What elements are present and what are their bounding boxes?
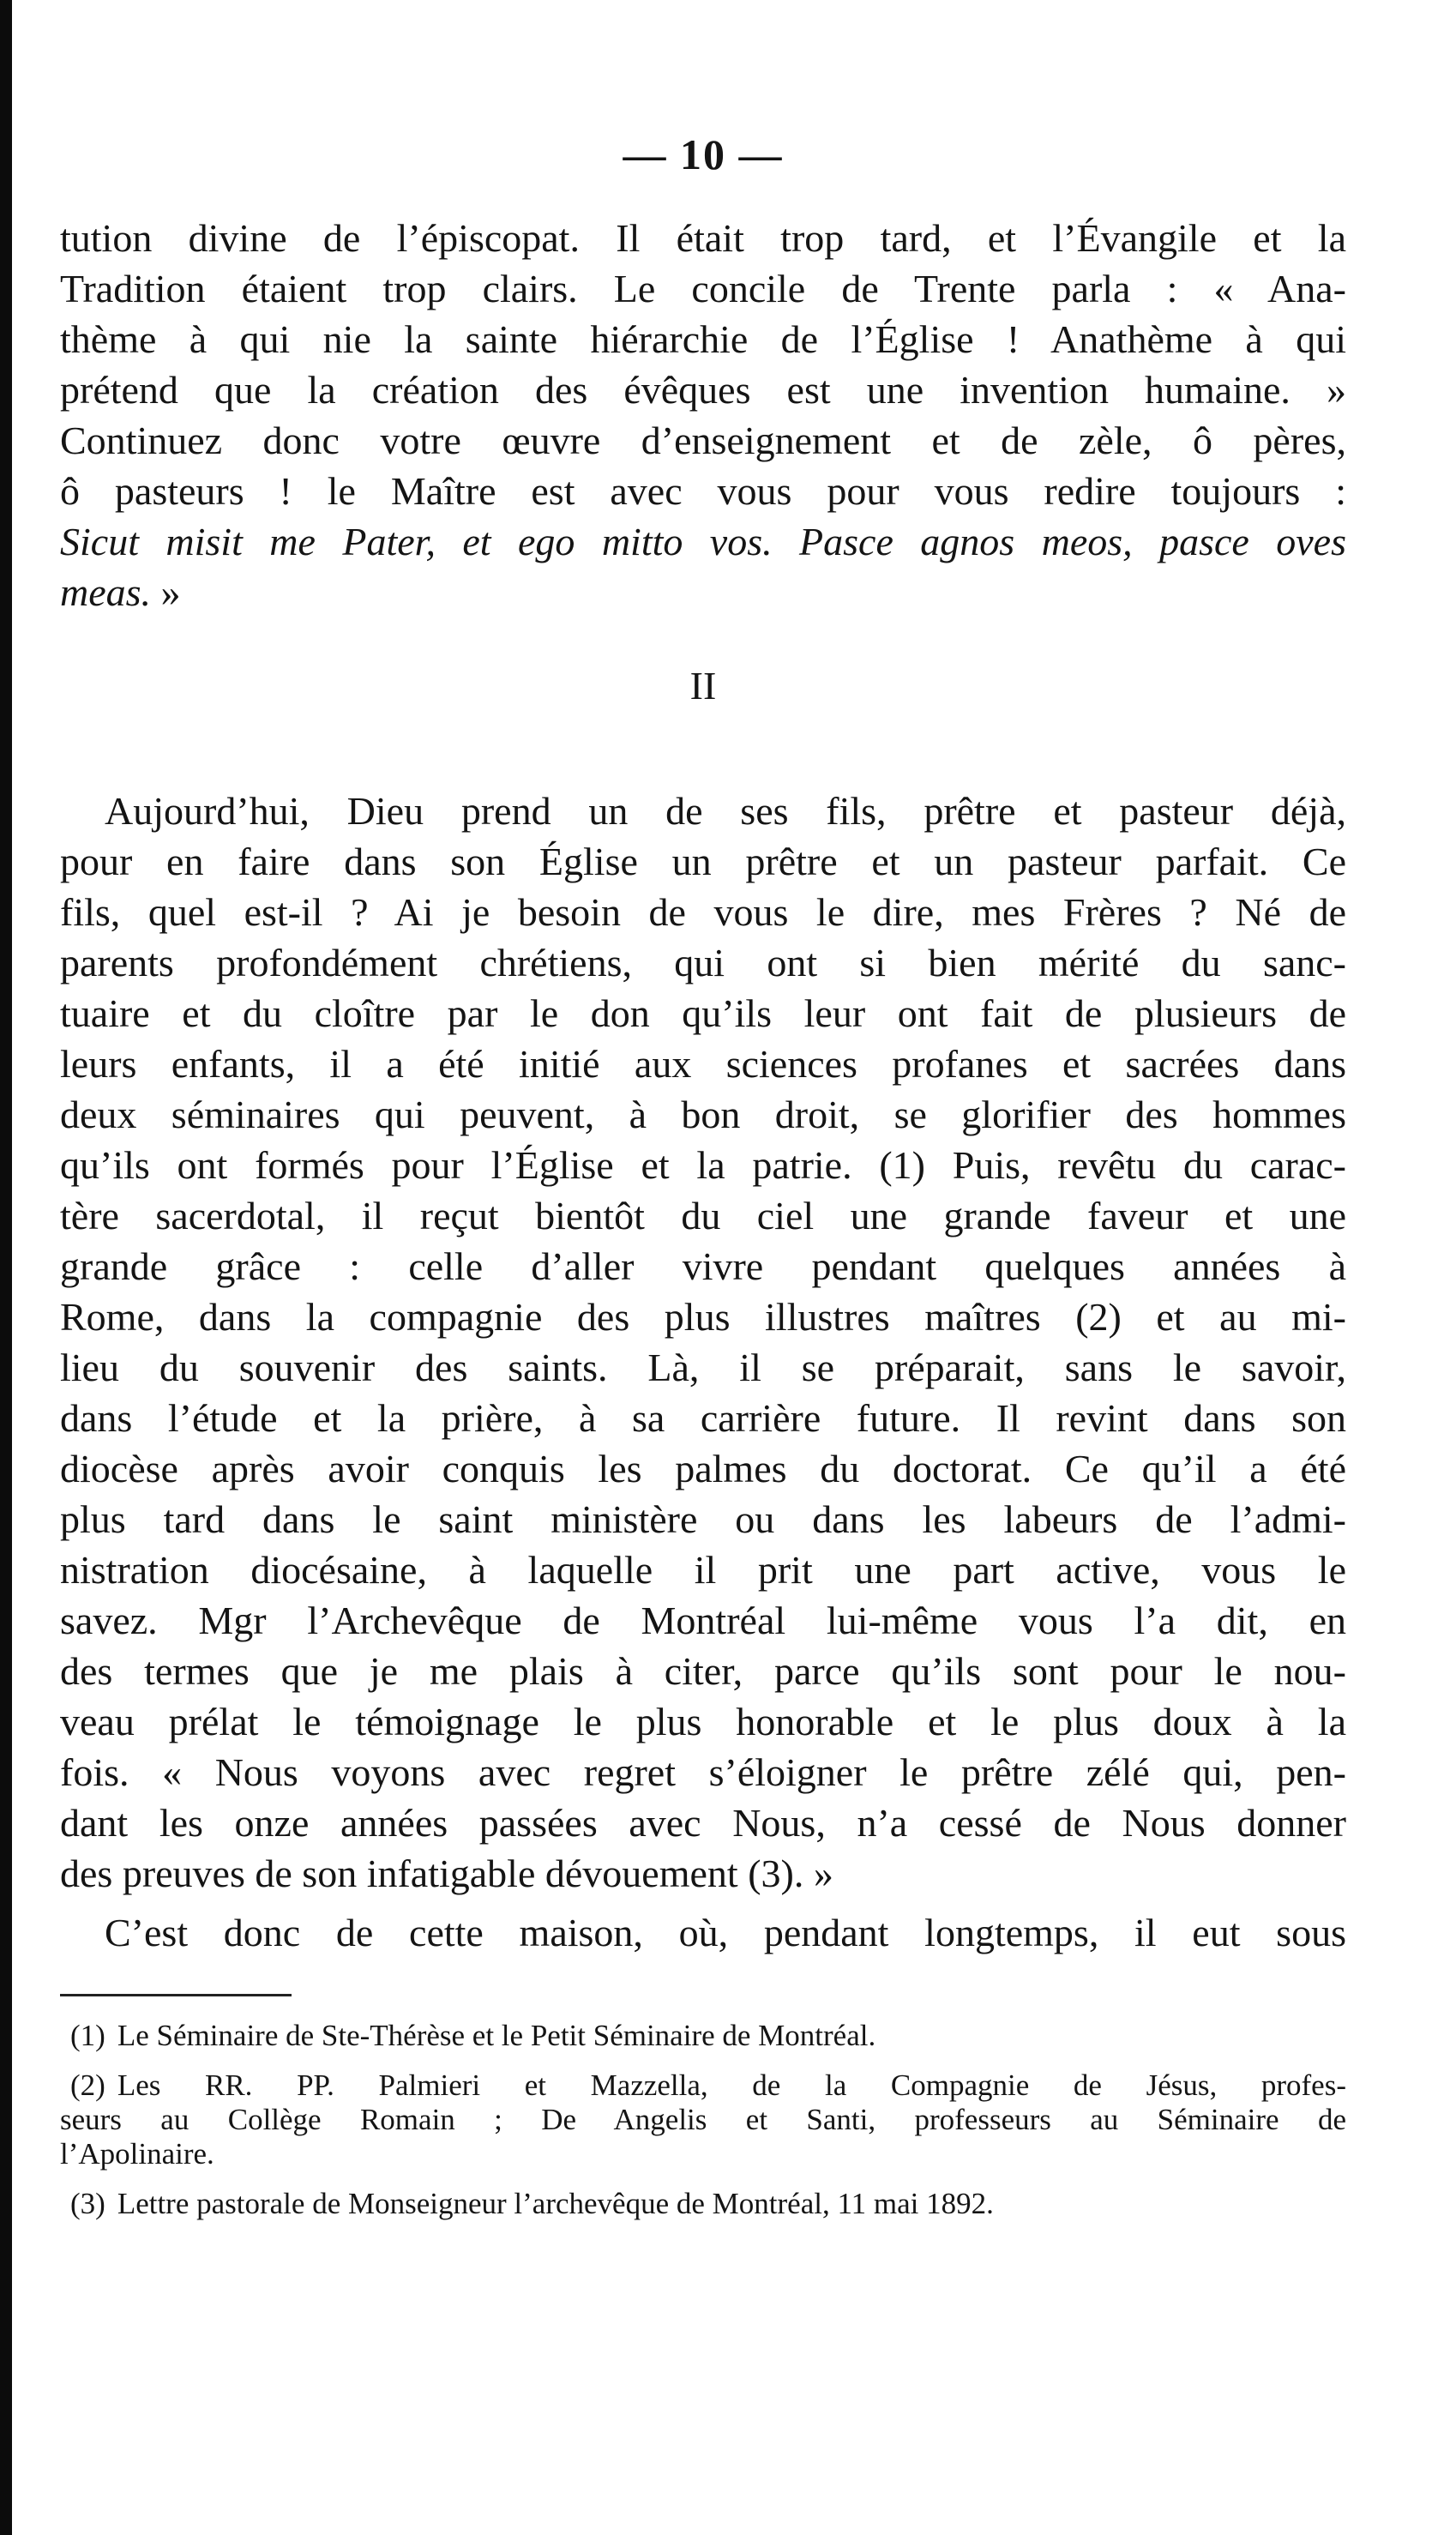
paragraph-line: fils, quel est-il ? Ai je besoin de vous le dire, mes Frères ? Né de — [60, 890, 1346, 934]
paragraph-line: lieu du souvenir des saints. Là, il se préparait, sans le savoir, — [60, 1346, 1346, 1389]
footnote-3 — [60, 2187, 1346, 2221]
footnote-text: Le Séminaire de Ste-Thérèse et le Petit Séminaire de Montréal. — [117, 2019, 876, 2052]
document-page — [60, 129, 1346, 2237]
paragraph-1 — [60, 213, 1346, 617]
latin-quote-end — [60, 567, 1346, 617]
paragraph-3 — [60, 1907, 1346, 1958]
paragraph-line: des termes que je me plais à citer, parce qu’ils sont pour le nou- — [60, 1649, 1346, 1693]
paragraph-line: Aujourd’hui, Dieu prend un de ses fils, prêtre et pasteur déjà, — [105, 789, 1346, 833]
paragraph-line: diocèse après avoir conquis les palmes du doctorat. Ce qu’il a été — [60, 1447, 1346, 1490]
footnote-marker: (2) — [70, 2068, 105, 2102]
paragraph-line: qu’ils ont formés pour l’Église et la patrie. (1) Puis, revêtu du carac- — [60, 1143, 1346, 1187]
footnote-marker: (1) — [70, 2019, 105, 2052]
paragraph-line: parents profondément chrétiens, qui ont si bien mérité du sanc- — [60, 941, 1346, 984]
section-heading: II — [689, 664, 717, 708]
paragraph-line: ô pasteurs ! le Maître est avec vous pour vous redire toujours : — [60, 469, 1346, 513]
paragraph-line: Rome, dans la compagnie des plus illustres maîtres (2) et au mi- — [60, 1295, 1346, 1339]
footnote-divider — [60, 1994, 292, 1996]
paragraph-line: plus tard dans le saint ministère ou dans les labeurs de l’admi- — [60, 1497, 1346, 1541]
paragraph-line: tère sacerdotal, il reçut bientôt du ciel une grande faveur et une — [60, 1194, 1346, 1237]
paragraph-line: tution divine de l’épiscopat. Il était trop tard, et l’Évangile et la — [60, 216, 1346, 260]
footnote-marker: (3) — [70, 2187, 105, 2220]
paragraph-line: grande grâce : celle d’aller vivre pendant quelques années à — [60, 1244, 1346, 1288]
footnote-line — [60, 2068, 1346, 2103]
paragraph-line: nistration diocésaine, à laquelle il prit une part active, vous le — [60, 1548, 1346, 1592]
paragraph-line: dant les onze années passées avec Nous, n’a cessé de Nous donner — [60, 1801, 1346, 1845]
paragraph-last-line: des preuves de son infatigable dévouement (3). » — [60, 1852, 833, 1895]
paragraph-line: fois. « Nous voyons avec regret s’éloigner le prêtre zélé qui, pen- — [60, 1750, 1346, 1794]
paragraph-line: veau prélat le témoignage le plus honorable et le plus doux à la — [60, 1700, 1346, 1743]
paragraph-line: C’est donc de cette maison, où, pendant longtemps, il eut sous — [105, 1911, 1346, 1954]
footnote-text: Les RR. PP. Palmieri et Mazzella, de la Compagnie de Jésus, profes- — [117, 2068, 1346, 2102]
footnote-line — [60, 2187, 1346, 2221]
paragraph-line: dans l’étude et la prière, à sa carrière future. Il revint dans son — [60, 1396, 1346, 1440]
latin-quote-end-word: meas. — [60, 570, 152, 614]
paragraph-line: tuaire et du cloître par le don qu’ils leur ont fait de plusieurs de — [60, 991, 1346, 1035]
page-number: — 10 — — [623, 130, 784, 178]
footnote-2 — [60, 2068, 1346, 2171]
paragraph-line: leurs enfants, il a été initié aux sciences profanes et sacrées dans — [60, 1042, 1346, 1086]
footnote-line: l’Apolinaire. — [60, 2137, 214, 2171]
footnote-1 — [60, 2019, 1346, 2053]
footnote-text: Lettre pastorale de Monseigneur l’archevêque de Montréal, 11 mai 1892. — [117, 2187, 994, 2220]
paragraph-2 — [60, 786, 1346, 1899]
footnote-line — [60, 2019, 1346, 2053]
footnote-line: seurs au Collège Romain ; De Angelis et Santi, professeurs au Séminaire de — [60, 2103, 1346, 2136]
paragraph-line: Continuez donc votre œuvre d’enseignement et de zèle, ô pères, — [60, 418, 1346, 462]
paragraph-line: pour en faire dans son Église un prêtre et un pasteur parfait. Ce — [60, 840, 1346, 883]
latin-quote-line: Sicut misit me Pater, et ego mitto vos. Pasce agnos meos, pasce oves — [60, 520, 1346, 563]
paragraph-line: deux séminaires qui peuvent, à bon droit, se glorifier des hommes — [60, 1093, 1346, 1136]
paragraph-line: savez. Mgr l’Archevêque de Montréal lui-même vous l’a dit, en — [60, 1599, 1346, 1642]
closing-quote: » — [151, 570, 181, 614]
book-spine-shadow — [0, 0, 12, 2535]
paragraph-line: thème à qui nie la sainte hiérarchie de l’Église ! Anathème à qui — [60, 317, 1346, 361]
paragraph-line: prétend que la création des évêques est une invention humaine. » — [60, 368, 1346, 412]
paragraph-line: Tradition étaient trop clairs. Le concile de Trente parla : « Ana- — [60, 267, 1346, 310]
